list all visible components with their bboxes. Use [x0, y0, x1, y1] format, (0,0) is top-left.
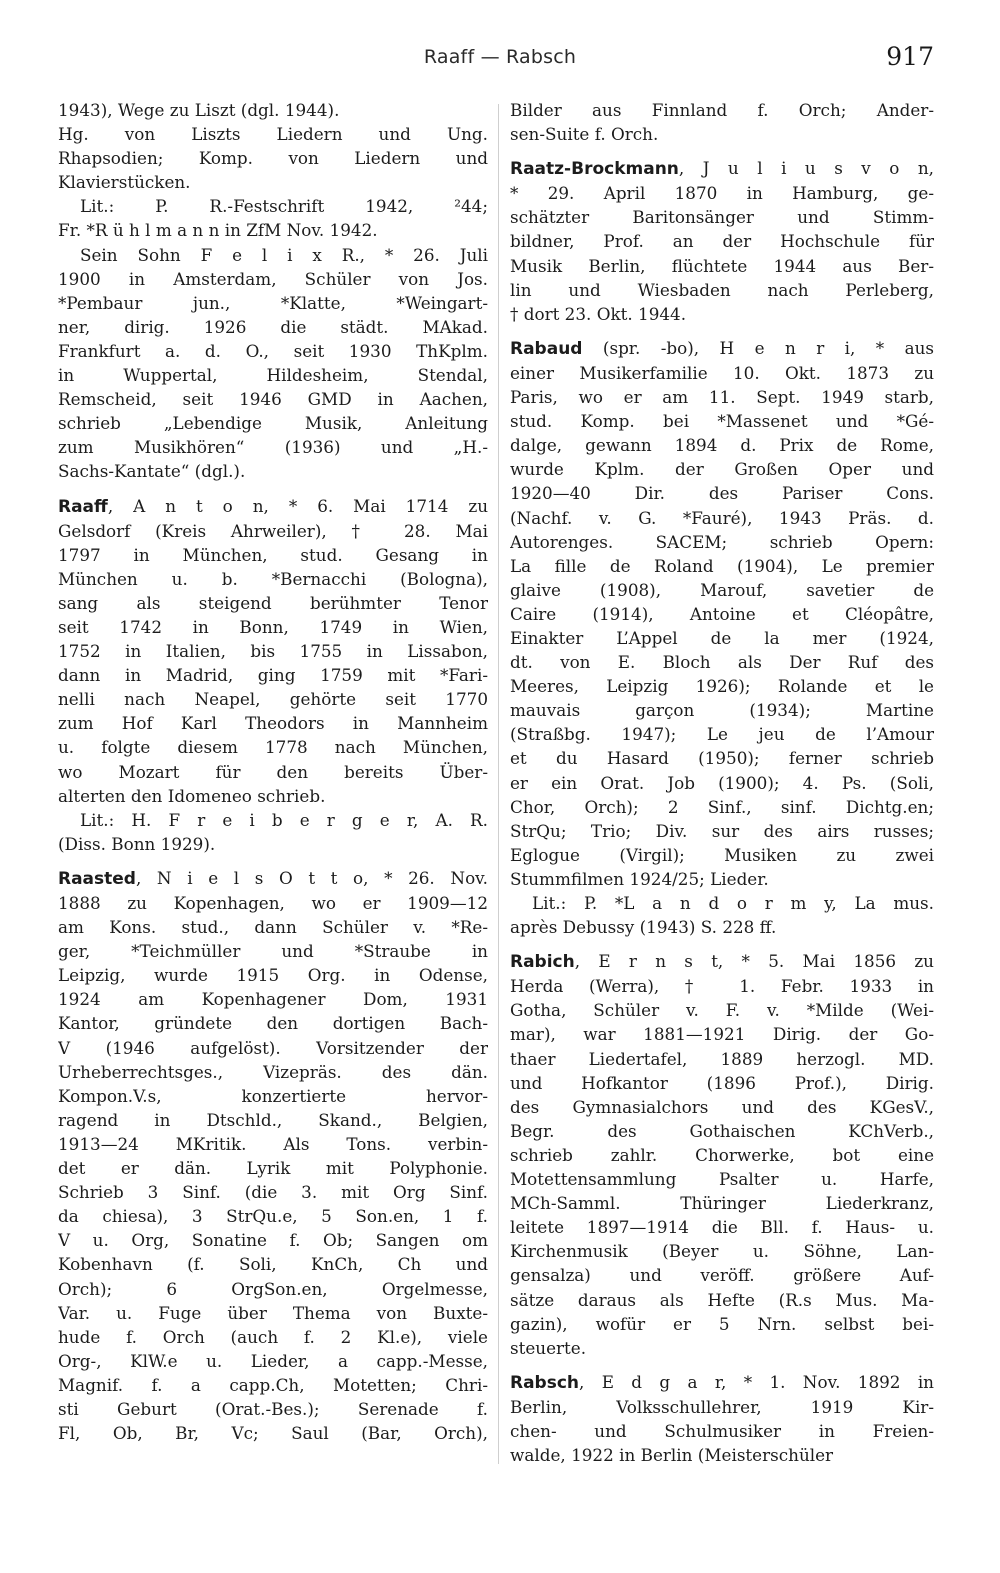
text-line: Org-, KlW.e u. Lieder, a capp.-Messe, [58, 1350, 488, 1371]
text-line: Fr. *R ü h l m a n n in ZfM Nov. 1942. [58, 220, 378, 241]
text-line: Sachs-Kantate“ (dgl.). [58, 461, 246, 482]
column-divider [498, 104, 499, 1464]
text-line: steuerte. [510, 1337, 587, 1358]
text-line: Frankfurt a. d. O., seit 1930 ThKplm. [58, 340, 488, 361]
entry-raatz-brockmann: Raatz-Brockmann, J u l i u s v o n, [510, 158, 934, 180]
literature-line: Lit.: H. F r e i b e r g e r, A. R. [80, 809, 488, 830]
text-line: in Wuppertal, Hildesheim, Stendal, [58, 365, 488, 386]
text-line: Kantor, gründete den dortigen Bach- [58, 1013, 488, 1034]
text-line: bildner, Prof. an der Hochschule für [510, 231, 934, 252]
text-line: Schrieb 3 Sinf. (die 3. mit Org Sinf. [58, 1182, 488, 1203]
text-line: Eglogue (Virgil); Musiken zu zwei [510, 844, 934, 865]
text-line: Rhapsodien; Komp. von Liedern und [58, 148, 488, 169]
text-line: Gelsdorf (Kreis Ahrweiler), † 28. Mai [58, 520, 488, 541]
text-line: Remscheid, seit 1946 GMD in Aachen, [58, 389, 488, 410]
text-line: dt. von E. Bloch als Der Ruf des [510, 652, 934, 673]
text-line: Orch); 6 OrgSon.en, Orgelmesse, [58, 1278, 488, 1299]
text-line: schrieb „Lebendige Musik, Anleitung [58, 413, 488, 434]
text-line: und Hofkantor (1896 Prof.), Dirig. [510, 1072, 934, 1093]
text-line: Hg. von Liszts Liedern und Ung. [58, 124, 488, 145]
entry-headword: Rabich [510, 952, 575, 973]
text-line: † dort 23. Okt. 1944. [510, 303, 687, 324]
text-line: schrieb zahlr. Chorwerke, bot eine [510, 1144, 934, 1165]
text-line: u. folgte diesem 1778 nach München, [58, 737, 488, 758]
text-line: det er dän. Lyrik mit Polyphonie. [58, 1158, 488, 1179]
entry-rabich: Rabich, E r n s t, * 5. Mai 1856 zu [510, 951, 934, 973]
text-line: La fille de Roland (1904), Le premier [510, 555, 934, 576]
entry-headword: Raasted [58, 868, 136, 889]
entry-headword: Raatz-Brockmann [510, 159, 679, 180]
text-line: StrQu; Trio; Div. sur des airs russes; [510, 820, 934, 841]
text-line: V u. Org, Sonatine f. Ob; Sangen om [58, 1230, 488, 1251]
text-line: après Debussy (1943) S. 228 ff. [510, 917, 777, 938]
text-line: gensalza) und veröff. größere Auf- [510, 1265, 934, 1286]
text-line: lin und Wiesbaden nach Perleberg, [510, 279, 934, 300]
text-line: nelli nach Neapel, gehörte seit 1770 [58, 689, 488, 710]
text-line: 1913—24 MKritik. Als Tons. verbin- [58, 1133, 488, 1154]
text-line: (Straßbg. 1947); Le jeu de l’Amour [510, 724, 934, 745]
text-line: dalge, gewann 1894 d. Prix de Rome, [510, 435, 934, 456]
right-column [510, 98, 934, 1467]
text-line: seit 1742 in Bonn, 1749 in Wien, [58, 616, 488, 637]
entry-headword: Rabsch [510, 1372, 580, 1393]
text-line: ger, *Teichmüller und *Straube in [58, 941, 488, 962]
text-line: wo Mozart für den bereits Über- [58, 761, 488, 782]
text-line: Fl, Ob, Br, Vc; Saul (Bar, Orch), [58, 1423, 488, 1444]
text-line: hude f. Orch (auch f. 2 Kl.e), viele [58, 1326, 488, 1347]
text-line: schätzter Baritonsänger und Stimm- [510, 207, 934, 228]
text-line: Kirchenmusik (Beyer u. Söhne, Lan- [510, 1241, 934, 1262]
text-line: glaive (1908), Marouf, savetier de [510, 579, 934, 600]
text-line: München u. b. *Bernacchi (Bologna), [58, 568, 488, 589]
text-line: zum Hof Karl Theodors in Mannheim [58, 713, 488, 734]
text-line: et du Hasard (1950); ferner schrieb [510, 748, 934, 769]
running-title: Raaff — Rabsch [423, 46, 577, 68]
text-line: Einakter L’Appel de la mer (1924, [510, 627, 934, 648]
text-line: am Kons. stud., dann Schüler v. *Re- [58, 917, 488, 938]
text-line: er ein Orat. Job (1900); 4. Ps. (Soli, [510, 772, 934, 793]
entry-headword: Raaff [58, 496, 108, 517]
text-line: 1924 am Kopenhagener Dom, 1931 [58, 989, 488, 1010]
literature-line: Lit.: P. *L a n d o r m y, La mus. [532, 893, 934, 913]
entry-rabaud: Rabaud (spr. -bo), H e n r i, * aus [510, 337, 934, 359]
text-line: Meeres, Leipzig 1926); Rolande et le [510, 676, 934, 697]
text-line: ragend in Dtschld., Skand., Belgien, [58, 1109, 488, 1130]
text-line: mar), war 1881—1921 Dirig. der Go- [510, 1024, 934, 1045]
text-line: 1943), Wege zu Liszt (dgl. 1944). [58, 100, 340, 120]
text-line: (Diss. Bonn 1929). [58, 833, 216, 854]
page-number: 917 [886, 42, 934, 71]
text-line: Musik Berlin, flüchtete 1944 aus Ber- [510, 255, 934, 276]
left-column [58, 98, 488, 1445]
text-line: ner, dirig. 1926 die städt. MAkad. [58, 316, 488, 337]
text-line: Autorenges. SACEM; schrieb Opern: [510, 531, 934, 552]
text-line: einer Musikerfamilie 10. Okt. 1873 zu [510, 362, 934, 383]
text-line: Herda (Werra), † 1. Febr. 1933 in [510, 976, 934, 997]
text-line: Kompon.V.s, konzertierte hervor- [58, 1085, 488, 1106]
text-line: Motettensammlung Psalter u. Harfe, [510, 1169, 934, 1190]
text-line: Gotha, Schüler v. F. v. *Milde (Wei- [510, 1000, 934, 1021]
text-line: chen- und Schulmusiker in Freien- [510, 1420, 934, 1441]
literature-line: Lit.: P. R.-Festschrift 1942, ²44; [80, 196, 488, 217]
text-line: thaer Liedertafel, 1889 herzogl. MD. [510, 1048, 934, 1069]
text-line: zum Musikhören“ (1936) und „H.- [58, 437, 488, 458]
text-line: da chiesa), 3 StrQu.e, 5 Son.en, 1 f. [58, 1206, 488, 1227]
text-line: Sein Sohn F e l i x R., * 26. Juli [80, 244, 488, 265]
text-line: 1920—40 Dir. des Pariser Cons. [510, 483, 934, 504]
text-line: dann in Madrid, ging 1759 mit *Fari- [58, 665, 488, 686]
text-line: 1900 in Amsterdam, Schüler von Jos. [58, 268, 488, 289]
page-header [0, 42, 1000, 82]
text-line: Begr. des Gothaischen KChVerb., [510, 1120, 934, 1141]
text-line: Leipzig, wurde 1915 Org. in Odense, [58, 965, 488, 986]
text-line: sätze daraus als Hefte (R.s Mus. Ma- [510, 1289, 934, 1310]
entry-raaff: Raaff, A n t o n, * 6. Mai 1714 zu [58, 495, 488, 517]
text-line: walde, 1922 in Berlin (Meisterschüler [510, 1445, 834, 1466]
text-line: sen-Suite f. Orch. [510, 124, 659, 145]
text-line: Paris, wo er am 11. Sept. 1949 starb, [510, 387, 934, 408]
text-line: * 29. April 1870 in Hamburg, ge- [510, 183, 934, 204]
text-line: MCh-Samml. Thüringer Liederkranz, [510, 1193, 934, 1214]
text-line: des Gymnasialchors und des KGesV., [510, 1096, 934, 1117]
entry-raasted: Raasted, N i e l s O t t o, * 26. Nov. [58, 867, 488, 889]
text-line: (Nachf. v. G. *Fauré), 1943 Präs. d. [510, 507, 934, 528]
text-line: alterten den Idomeneo schrieb. [58, 785, 326, 806]
text-line: 1888 zu Kopenhagen, wo er 1909—12 [58, 893, 488, 913]
text-line: 1797 in München, stud. Gesang in [58, 544, 488, 565]
text-line: sti Geburt (Orat.-Bes.); Serenade f. [58, 1398, 488, 1419]
text-line: gazin), wofür er 5 Nrn. selbst bei- [510, 1313, 934, 1334]
text-line: Kobenhavn (f. Soli, KnCh, Ch und [58, 1254, 488, 1275]
text-line: leitete 1897—1914 die Bll. f. Haus- u. [510, 1217, 934, 1238]
text-line: stud. Komp. bei *Massenet und *Gé- [510, 411, 934, 432]
text-line: 1752 in Italien, bis 1755 in Lissabon, [58, 641, 488, 662]
text-line: Berlin, Volksschullehrer, 1919 Kir- [510, 1396, 934, 1417]
text-line: Bilder aus Finnland f. Orch; Ander- [510, 100, 934, 120]
text-line: sang als steigend berühmter Tenor [58, 592, 488, 613]
text-line: Urheberrechtsges., Vizepräs. des dän. [58, 1061, 488, 1082]
text-line: mauvais garçon (1934); Martine [510, 700, 934, 721]
text-line: Klavierstücken. [58, 172, 191, 193]
text-line: wurde Kplm. der Großen Oper und [510, 459, 934, 480]
text-line: Stummfilmen 1924/25; Lieder. [510, 868, 769, 889]
text-line: Caire (1914), Antoine et Cléopâtre, [510, 603, 934, 624]
text-line: *Pembaur jun., *Klatte, *Weingart- [58, 292, 488, 313]
text-line: Var. u. Fuge über Thema von Buxte- [58, 1302, 488, 1323]
text-line: V (1946 aufgelöst). Vorsitzender der [58, 1037, 488, 1058]
entry-rabsch: Rabsch, E d g a r, * 1. Nov. 1892 in [510, 1371, 934, 1393]
entry-headword: Rabaud [510, 338, 583, 359]
text-line: Magnif. f. a capp.Ch, Motetten; Chri- [58, 1374, 488, 1395]
text-line: Chor, Orch); 2 Sinf., sinf. Dichtg.en; [510, 796, 934, 817]
